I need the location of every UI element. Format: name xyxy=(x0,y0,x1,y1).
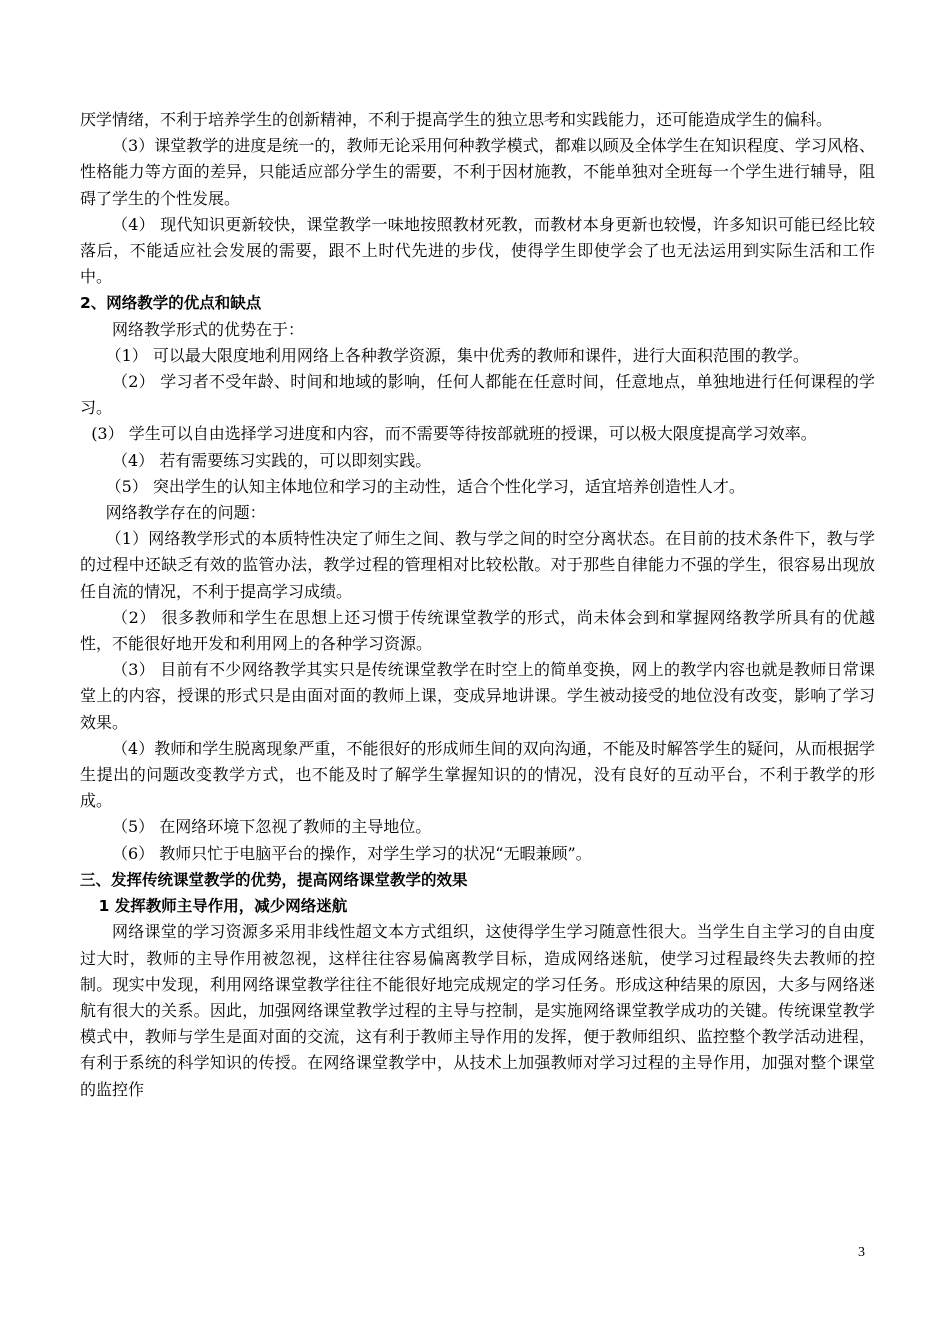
paragraph-item-4: （4） 现代知识更新较快，课堂教学一味地按照教材死教，而教材本身更新也较慢，许多知识可能已经比较落后，不能适应社会发展的需要，跟不上时代先进的步伐，使得学生即使学会了也无法运用到实际生活和工作中。 xyxy=(80,214,875,287)
paragraph-body: 网络课堂的学习资源多采用非线性超文本方式组织，这使得学生学习随意性很大。当学生自主学习的自由度过大时，教师的主导作用被忽视，这样往往容易偏离教学目标，造成网络迷航，使学习过程最终失去教师的控制。现实中发现，利用网络课堂教学往往不能很好地完成规定的学习任务。形成这种结果的原因，大多与网络迷航有很大的关系。因此，加强网络课堂教学过程的主导与控制，是实施网络课堂教学成功的关键。传统课堂教学模式中，教师与学生是面对面的交流，这有利于教师主导作用的发挥，便于教师组织、监控整个教学活动进程，有利于系统的科学知识的传授。在网络课堂教学中，从技术上加强教师对学习过程的主导作用，加强对整个课堂的监控作 xyxy=(80,922,875,1099)
advantage-4: （4） 若有需要练习实践的，可以即刻实践。 xyxy=(112,450,432,470)
advantage-3: (3） 学生可以自由选择学习进度和内容，而不需要等待按部就班的授课，可以极大限度提高学习效率。 xyxy=(91,424,817,444)
problem-4: （4）教师和学生脱离现象严重，不能很好的形成师生间的双向沟通，不能及时解答学生的疑问，从而根据学生提出的问题改变教学方式，也不能及时了解学生掌握知识的的情况，没有良好的互动平台，不利于教学的形成。 xyxy=(80,738,875,811)
problems-intro: 网络教学存在的问题： xyxy=(105,503,266,523)
advantage-1: （1） 可以最大限度地利用网络上各种教学资源，集中优秀的教师和课件，进行大面积范围的教学。 xyxy=(105,345,809,365)
advantages-intro: 网络教学形式的优势在于： xyxy=(112,319,305,339)
section-heading-3: 三、发挥传统课堂教学的优势，提高网络课堂教学的效果 xyxy=(80,870,468,889)
problem-1: （1）网络教学形式的本质特性决定了师生之间、教与学之间的时空分离状态。在目前的技术条件下，教与学的过程中还缺乏有效的监管办法，教学过程的管理相对比较松散。对于那些自律能力不强的学生，很容易出现放任自流的情况，不利于提高学习成绩。 xyxy=(80,529,875,601)
subsection-heading-1: 1 发挥教师主导作用，减少网络迷航 xyxy=(98,897,348,916)
advantage-5: （5） 突出学生的认知主体地位和学习的主动性，适合个性化学习，适宜培养创造性人才。 xyxy=(105,476,745,496)
advantage-2: （2） 学习者不受年龄、时间和地域的影响，任何人都能在任意时间，任意地点，单独地进行任何课程的学习。 xyxy=(80,372,875,418)
problem-2: （2） 很多教师和学生在思想上还习惯于传统课堂教学的形式，尚未体会到和掌握网络教学所具有的优越性，不能很好地开发和利用网上的各种学习资源。 xyxy=(80,607,875,654)
paragraph-continuation: 厌学情绪，不利于培养学生的创新精神，不利于提高学生的独立思考和实践能力，还可能造成学生的偏科。 xyxy=(80,110,833,129)
paragraph-item-3: （3）课堂教学的进度是统一的，教师无论采用何种教学模式，都难以顾及全体学生在知识程度、学习风格、性格能力等方面的差异，只能适应部分学生的需要，不利于因材施教，不能单独对全班每一个学生进行辅导，阻碍了学生的个性发展。 xyxy=(80,136,875,208)
problem-6: （6） 教师只忙于电脑平台的操作，对学生学习的状况“无暇兼顾”。 xyxy=(112,843,592,863)
section-heading-2: 2、网络教学的优点和缺点 xyxy=(80,294,262,313)
problem-5: （5） 在网络环境下忽视了教师的主导地位。 xyxy=(112,817,432,837)
document-body xyxy=(80,107,875,1103)
problem-3: （3） 目前有不少网络教学其实只是传统课堂教学在时空上的简单变换，网上的教学内容也就是教师日常课堂上的内容，授课的形式只是由面对面的教师上课，变成异地讲课。学生被动接受的地位没有改变，影响了学习效果。 xyxy=(80,660,875,732)
page-number: 3 xyxy=(858,1245,865,1260)
